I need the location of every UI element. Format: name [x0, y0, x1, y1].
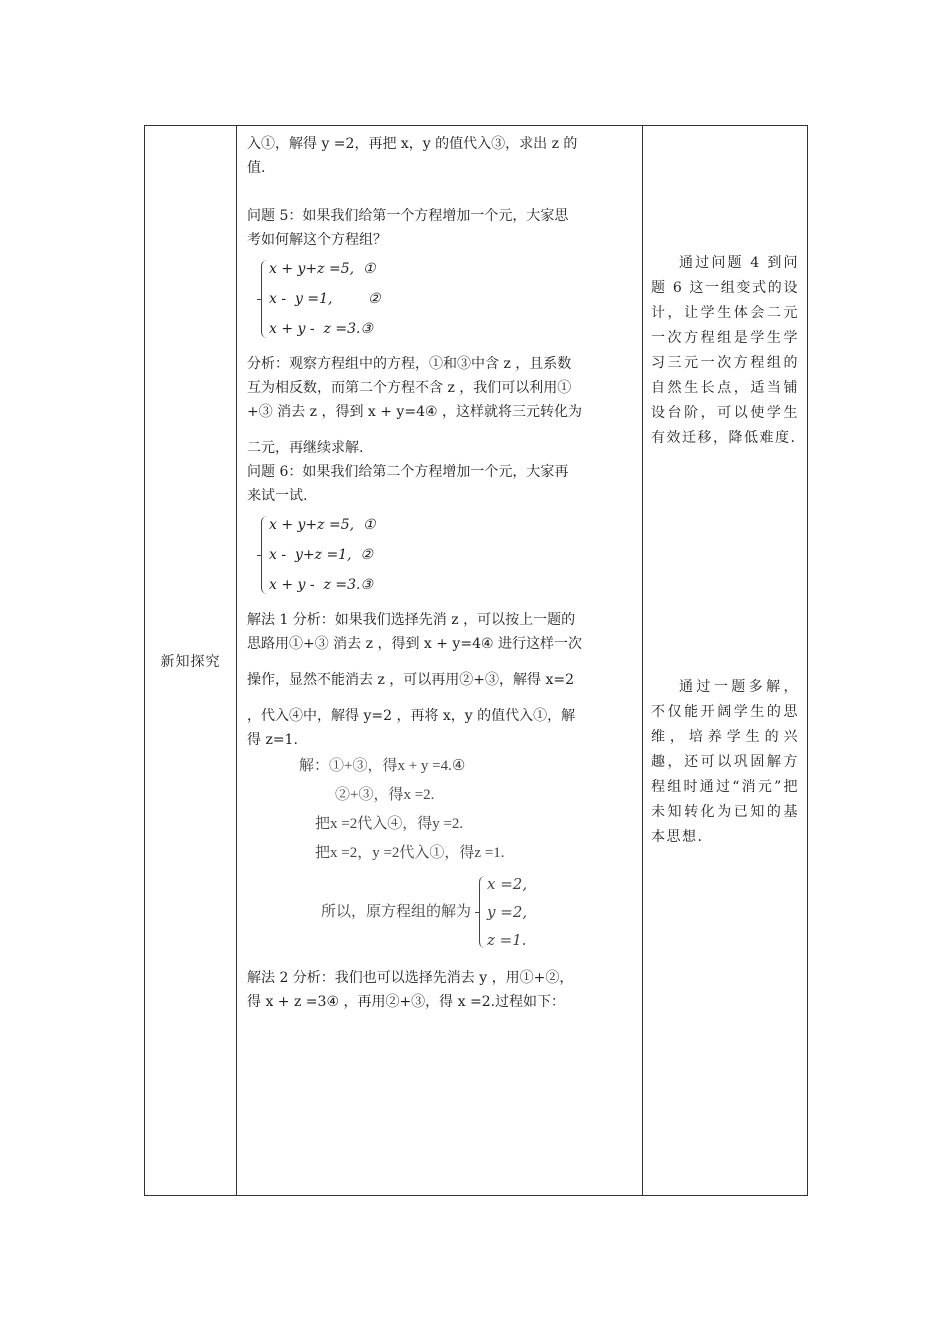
method-1-line-3: 操作，显然不能消去 z ，可以再用②+③，解得 x=2 [247, 672, 574, 688]
intro-line-2: 值. [247, 160, 266, 176]
brace-icon [257, 510, 269, 600]
conclusion-lead: 所以，原方程组的解为 [321, 903, 472, 920]
equation: x + y+z =5, ① [269, 261, 376, 277]
equation: x + y - z =3.③ [269, 577, 373, 593]
solution-line: ②+③，得x =2. [335, 787, 435, 803]
question-5-equation-system [257, 254, 634, 344]
method-1-line-4: ，代入④中，解得 y=2 ，再将 x，y 的值代入①，解 [247, 708, 576, 724]
solution-conclusion [247, 870, 634, 954]
row-label: 新知探究 [160, 653, 221, 670]
equation: x - y+z =1, ② [269, 547, 373, 563]
design-note-text: 通过问题 4 到问题 6 这一组变式的设计，让学生体会二元一次方程组是学生学习三元一次方程组的自然生长点，适当铺设台阶，可以使学生有效迁移，降低难度. [651, 255, 799, 446]
question-5-line-2: 考如何解这个方程组？ [247, 232, 387, 248]
method-2-line-1: 解法 2 分析：我们也可以选择先消去 y ，用①+②， [247, 970, 574, 986]
question-5-line-1: 问题 5：如果我们给第一个方程增加一个元，大家思 [247, 208, 569, 224]
analysis-line-2: 互为相反数，而第二个方程不含 z ，我们可以利用① [247, 380, 572, 396]
equation: x + y+z =5, ① [269, 517, 376, 533]
question-6-line-1: 问题 6：如果我们给第二个方程增加一个元，大家再 [247, 464, 569, 480]
method-1-line-5: 得 z=1. [247, 732, 298, 748]
worked-solution [247, 752, 634, 954]
equation: z =1. [487, 931, 527, 949]
solution-line: 解：①+③，得x + y =4.④ [299, 758, 466, 774]
method-1-line-1: 解法 1 分析：如果我们选择先消 z ，可以按上一题的 [247, 612, 576, 628]
intro-line-1: 入①，解得 y =2，再把 x，y 的值代入③，求出 z 的 [247, 136, 578, 152]
solution-line: 把x =2，y =2代入①，得z =1. [315, 845, 505, 861]
method-2-line-2: 得 x + z =3④ ，再用②+③，得 x =2.过程如下： [247, 994, 566, 1010]
equation: y =2, [487, 903, 528, 921]
design-note-2 [643, 675, 807, 850]
main-content-cell [237, 126, 643, 1196]
row-label-cell [145, 126, 237, 1196]
analysis-line-4: 二元，再继续求解. [247, 440, 364, 456]
equation: x + y - z =3.③ [269, 321, 373, 337]
main-content [237, 126, 642, 1014]
method-1-line-2: 思路用①+③ 消去 z ，得到 x + y=4④ 进行这样一次 [247, 636, 582, 652]
lesson-plan-table [144, 125, 808, 1196]
analysis-line-1: 分析：观察方程组中的方程，①和③中含 z ，且系数 [247, 356, 572, 372]
equation: x - y =1, ② [269, 291, 381, 307]
table-row [145, 126, 808, 1196]
design-note-text: 通过一题多解，不仅能开阔学生的思维，培养学生的兴趣，还可以巩固解方程组时通过“消元”把未知转化为已知的基本思想. [651, 679, 799, 845]
design-notes-cell [643, 126, 808, 1196]
analysis-line-3: +③ 消去 z ，得到 x + y=4④ ，这样就将三元转化为 [247, 404, 582, 420]
design-note-1 [643, 251, 807, 451]
question-6-line-2: 来试一试. [247, 488, 308, 504]
question-6-equation-system [257, 510, 634, 600]
brace-icon [257, 254, 269, 344]
brace-icon [475, 870, 487, 954]
solution-line: 把x =2代入④，得y =2. [315, 816, 464, 832]
equation: x =2, [487, 875, 528, 893]
